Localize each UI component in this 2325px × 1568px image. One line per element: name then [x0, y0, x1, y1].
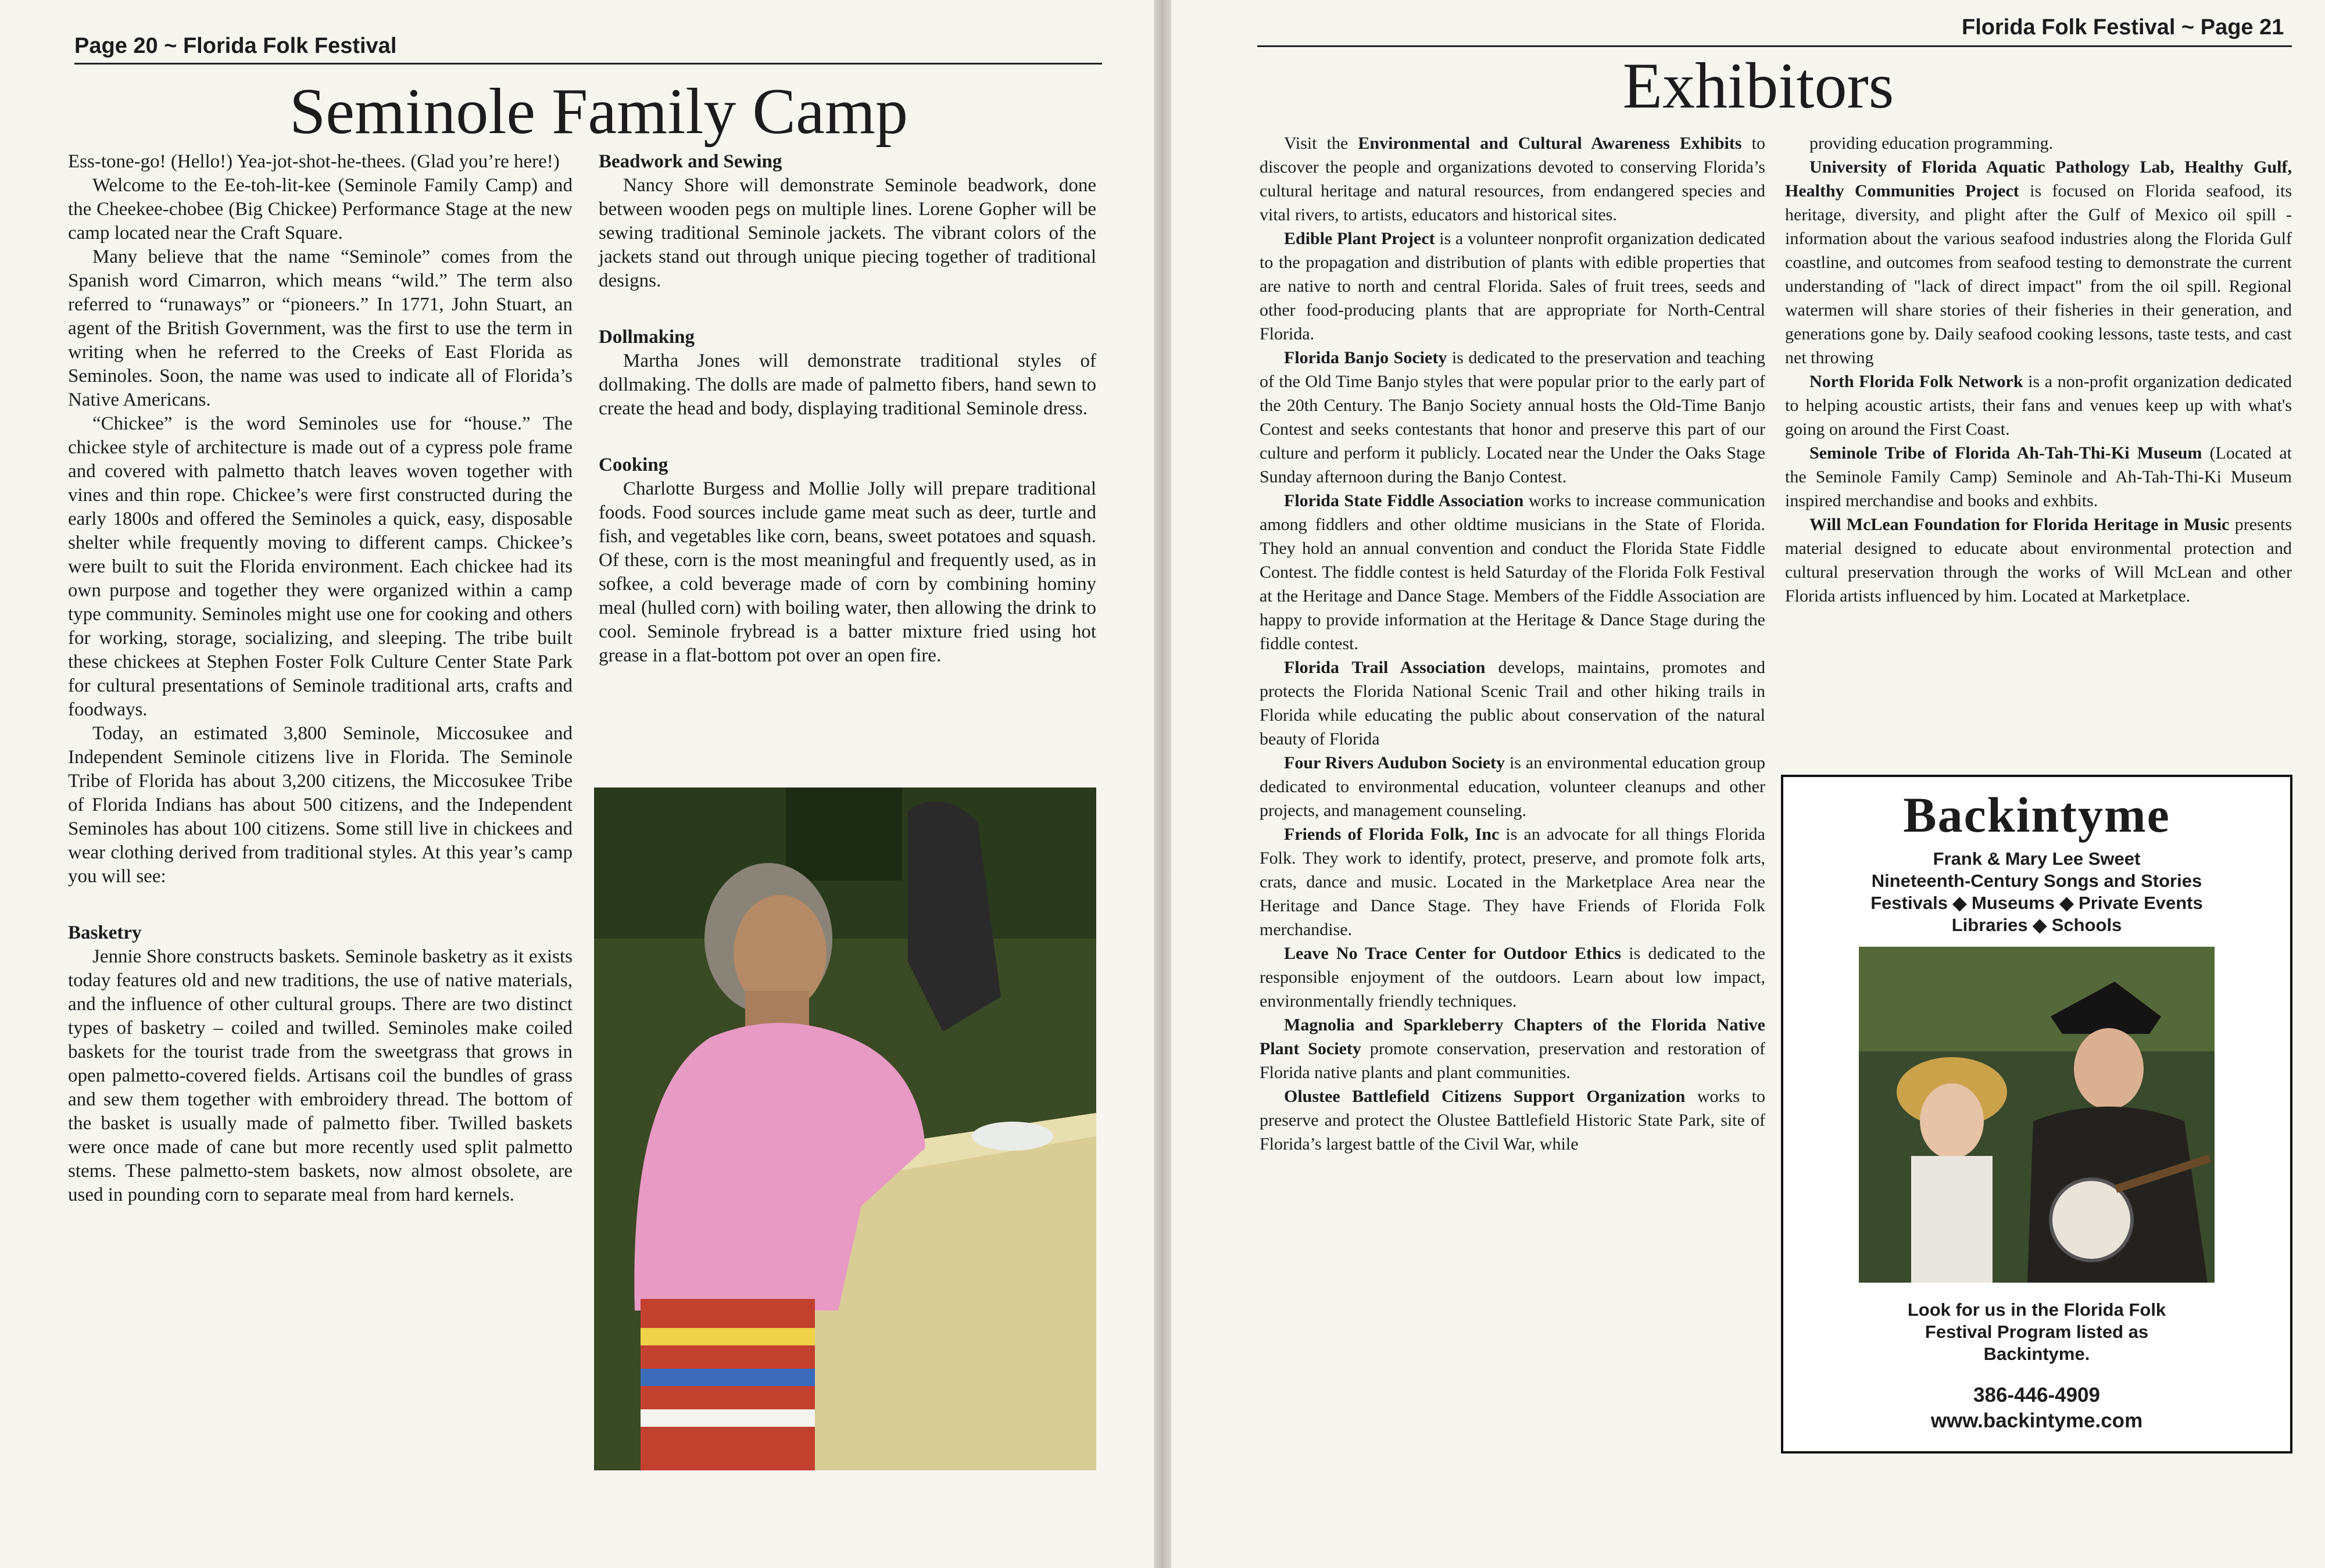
ad-footer-line: Look for us in the Florida Folk	[1907, 1299, 2166, 1320]
header-rule-left	[74, 63, 1102, 65]
exhibitor-name: Seminole Tribe of Florida Ah-Tah-Thi-Ki Museum	[1809, 443, 2202, 463]
exhibitor-name: Environmental and Cultural Awareness Exhibits	[1358, 134, 1742, 153]
photo-illustration	[594, 787, 1096, 1470]
page-title-right: Exhibitors	[1622, 50, 1894, 122]
ad-phone: 386-446-4909	[1973, 1384, 2100, 1406]
exhibitor-entry: Friends of Florida Folk, Inc is an advocate for all things Florida Folk. They work to identify, protect, preserve, and promote folk arts, crats, dance and music. Located in the Marketplace Area near the Heritage and Dance Stage. They have Friends of Florida Folk merchandise.	[1260, 825, 1765, 939]
exhibitor-entry: Visit the Environmental and Cultural Awareness Exhibits to discover the people and organizations devoted to conserving Florida’s cultural heritage and natural resources, from endangered species and vital rivers, to artists, educators and historical sites.	[1260, 134, 1765, 224]
ad-names: Frank & Mary Lee Sweet	[1933, 849, 2141, 869]
exhibitor-name: Leave No Trace Center for Outdoor Ethics	[1284, 944, 1622, 963]
intro-paragraph: “Chickee” is the word Seminoles use for “house.” The chickee style of architecture is made out of a cypress pole frame and covered with palmetto thatch leaves woven together with vines and thin rope. Chickee’s were first constructed during the early 1800s and offered the Seminoles a quick, easy, disposable shelter while frequently moving to different camps. Chickee’s were built to suit the Florida environment. Each chickee had its own purpose and together they were organized within a camp type community. Seminoles might use one for cooking and others for working, storage, socializing, and sleeping. The tribe built these chickees at Stephen Foster Folk Culture Center State Park for cultural presentations of Seminole traditional arts, crafts and foodways.	[68, 413, 573, 720]
exhibitor-name: Will McLean Foundation for Florida Heritage in Music	[1809, 515, 2230, 534]
intro-paragraph: Many believe that the name “Seminole” comes from the Spanish word Cimarron, which means “wild.” The term also referred to “runaways” or “pioneers.” In 1771, John Stuart, an agent of the British Government, was the first to use the term in writing when he referred to the Creeks of East Florida as Seminoles. Soon, the name was used to indicate all of Florida’s Native Americans.	[68, 246, 573, 410]
intro-paragraph: Ess-tone-go! (Hello!) Yea-jot-shot-he-thees. (Glad you’re here!)	[68, 151, 560, 172]
exhibitor-name: Magnolia and Sparkleberry Chapters of the Florida Native Plant Society	[1260, 1015, 1765, 1058]
performers-photo	[1859, 947, 2215, 1283]
exhibitor-entry: Florida Trail Association develops, maintains, promotes and protects the Florida National Scenic Trail and other hiking trails in Florida while educating the public about conservation of the natural beauty of Florida	[1260, 658, 1765, 749]
exhibitor-name: Florida Banjo Society	[1284, 348, 1447, 367]
exhibitor-name: Edible Plant Project	[1284, 229, 1435, 248]
backintyme-advertisement	[1781, 775, 2292, 1454]
dollmaking-paragraph: Martha Jones will demonstrate traditional styles of dollmaking. The dolls are made of palmetto fibers, hand sewn to create the head and body, displaying traditional Seminole dress.	[599, 350, 1096, 419]
page-title-left: Seminole Family Camp	[289, 76, 908, 148]
exhibitors-column-1	[1260, 131, 1765, 1156]
cooking-paragraph: Charlotte Burgess and Mollie Jolly will prepare traditional foods. Food sources include game meat such as deer, turtle and fish, and vegetables like corn, beans, sweet potatoes and squash. Of these, corn is the most meaningful and frequently used, as in sofkee, a cold beverage made of corn by combining hominy meal (hulled corn) with boiling water, then allowing the drink to cool. Seminole frybread is a batter mixture fried using hot grease in a flat-bottom pot over an open fire.	[599, 478, 1096, 666]
exhibitor-entry: Florida Banjo Society is dedicated to the preservation and teaching of the Old Time Banjo styles that were popular prior to the early part of the 20th Century. The Banjo Society annual hosts the Old-Time Banjo Contest and seeks contestants that honor and preserve this part of our culture and perform it publicly. Located near the Under the Oaks Stage Sunday afternoon during the Banjo Contest.	[1260, 348, 1765, 486]
ad-footer-line: Backintyme.	[1983, 1344, 2090, 1364]
exhibitor-entry: Seminole Tribe of Florida Ah-Tah-Thi-Ki Museum (Located at the Seminole Family Camp) Seminole and Ah-Tah-Thi-Ki Museum inspired merchandise and books and exhbits.	[1785, 443, 2292, 510]
ad-tagline: Nineteenth-Century Songs and Stories	[1871, 871, 2202, 891]
beadwork-paragraph: Nancy Shore will demonstrate Seminole beadwork, done between wooden pegs on multiple lines. Lorene Gopher will be sewing traditional Seminole jackets. The vibrant colors of the jackets stand out through unique piecing together of traditional designs.	[599, 175, 1096, 291]
exhibitor-name: Friends of Florida Folk, Inc	[1284, 825, 1500, 844]
exhibitor-entry-continued: providing education programming.	[1809, 134, 2054, 153]
exhibitor-entry: Will McLean Foundation for Florida Heritage in Music presents material designed to educate about environmental protection and cultural preservation through the works of Will McLean and other Florida artists influenced by him. Located at Marketplace.	[1785, 515, 2292, 606]
left-column-2	[599, 150, 1096, 668]
left-column-1	[68, 150, 573, 1207]
ad-website: www.backintyme.com	[1930, 1409, 2143, 1432]
section-heading-cooking: Cooking	[599, 454, 668, 475]
ad-venues: Festivals ◆ Museums ◆ Private Events	[1870, 893, 2203, 913]
header-rule-right	[1257, 45, 2292, 47]
intro-paragraph: Today, an estimated 3,800 Seminole, Miccosukee and Independent Seminole citizens live in Florida. The Seminole Tribe of Florida has about 3,200 citizens, the Miccosukee Tribe of Florida Indians has about 500 citizens, and the Independent Seminoles has about 100 citizens. Some still live in chickees and wear clothing derived from traditional styles. At this year’s camp you will see:	[68, 723, 573, 887]
exhibitor-name: Florida State Fiddle Association	[1284, 491, 1524, 510]
exhibitor-entry: Edible Plant Project is a volunteer nonprofit organization dedicated to the propagation and distribution of plants with edible properties that are native to north and central Florida. Sales of fruit trees, seeds and other food-producing plants that are appropriate for North-Central Florida.	[1260, 229, 1765, 343]
exhibitor-entry: University of Florida Aquatic Pathology Lab, Healthy Gulf, Healthy Communities Project is focused on Florida seafood, its heritage, diversity, and plight after the Gulf of Mexico oil spill - information about the various seafood industries along the Florida Gulf coastline, and outcomes from seafood testing to demonstrate the current understanding of "lack of direct impact" from the oil spill. Regional watermen will share stories of their fisheries in their generation, and generations gone by. Daily seafood cooking lessons, taste tests, and cast net throwing	[1785, 157, 2292, 367]
exhibitor-entry: Magnolia and Sparkleberry Chapters of the Florida Native Plant Society promote conservation, preservation and restoration of Florida native plants and plant communities.	[1260, 1015, 1765, 1082]
ad-footer-line: Festival Program listed as	[1925, 1322, 2149, 1342]
exhibitor-entry: Four Rivers Audubon Society is an environmental education group dedicated to environmental education, volunteer cleanups and other projects, and management counseling.	[1260, 753, 1765, 820]
seminole-woman-photo	[594, 787, 1096, 1470]
performers-illustration	[1859, 947, 2215, 1283]
section-heading-beadwork: Beadwork and Sewing	[599, 151, 782, 172]
exhibitor-entry: Olustee Battlefield Citizens Support Organization works to preserve and protect the Olustee Battlefield Historic State Park, site of Florida’s largest battle of the Civil War, while	[1260, 1087, 1765, 1154]
intro-paragraph: Welcome to the Ee-toh-lit-kee (Seminole Family Camp) and the Cheekee-chobee (Big Chickee) Performance Stage at the new camp located near the Craft Square.	[68, 175, 573, 244]
exhibitor-name: University of Florida Aquatic Pathology Lab, Healthy Gulf, Healthy Communities Project	[1785, 157, 2292, 201]
left-page	[0, 0, 1154, 1568]
exhibitor-entry: Leave No Trace Center for Outdoor Ethics is dedicated to the responsible enjoyment of the outdoors. Learn about low impact, environmentally friendly techniques.	[1260, 944, 1765, 1011]
exhibitor-entry: North Florida Folk Network is a non-profit organization dedicated to helping acoustic artists, their fans and venues keep up with what's going on around the First Coast.	[1785, 372, 2292, 439]
exhibitor-name: Florida Trail Association	[1284, 658, 1486, 677]
exhibitor-name: Olustee Battlefield Citizens Support Organization	[1284, 1087, 1686, 1106]
exhibitor-entry: Florida State Fiddle Association works to increase communication among fiddlers and other oldtime musicians in the State of Florida. They hold an annual convention and conduct the Florida State Fiddle Contest. The fiddle contest is held Saturday of the Florida Folk Festival at the Heritage and Dance Stage. Members of the Fiddle Association are happy to provide information at the Heritage & Dance Stage during the fiddle contest.	[1260, 491, 1765, 653]
basketry-paragraph: Jennie Shore constructs baskets. Seminole basketry as it exists today features old and new traditions, the use of native materials, and the influence of other cultural groups. There are two distinct types of basketry – coiled and twilled. Seminoles make coiled baskets for the tourist trade from the sweetgrass that grows in open palmetto-covered fields. Artisans coil the bundles of grass and sew them together with embroidery thread. The bottom of the basket is usually made of palmetto fiber. Twilled baskets were once made of cane but more recently used split palmetto stems. These palmetto-stem baskets, now almost obsolete, are used in pounding corn to separate meal from hard kernels.	[68, 946, 573, 1205]
exhibitors-column-2	[1785, 131, 2292, 608]
page-header-left: Page 20 ~ Florida Folk Festival	[74, 34, 397, 58]
page-header-right: Florida Folk Festival ~ Page 21	[1962, 15, 2284, 40]
exhibitor-name: Four Rivers Audubon Society	[1284, 753, 1505, 772]
exhibitor-name: North Florida Folk Network	[1809, 372, 2023, 391]
section-heading-basketry: Basketry	[68, 922, 142, 943]
section-heading-dollmaking: Dollmaking	[599, 327, 695, 348]
page-gutter	[1154, 0, 1171, 1568]
ad-logo: Backintyme	[1903, 787, 2170, 843]
ad-venues: Libraries ◆ Schools	[1951, 915, 2122, 935]
